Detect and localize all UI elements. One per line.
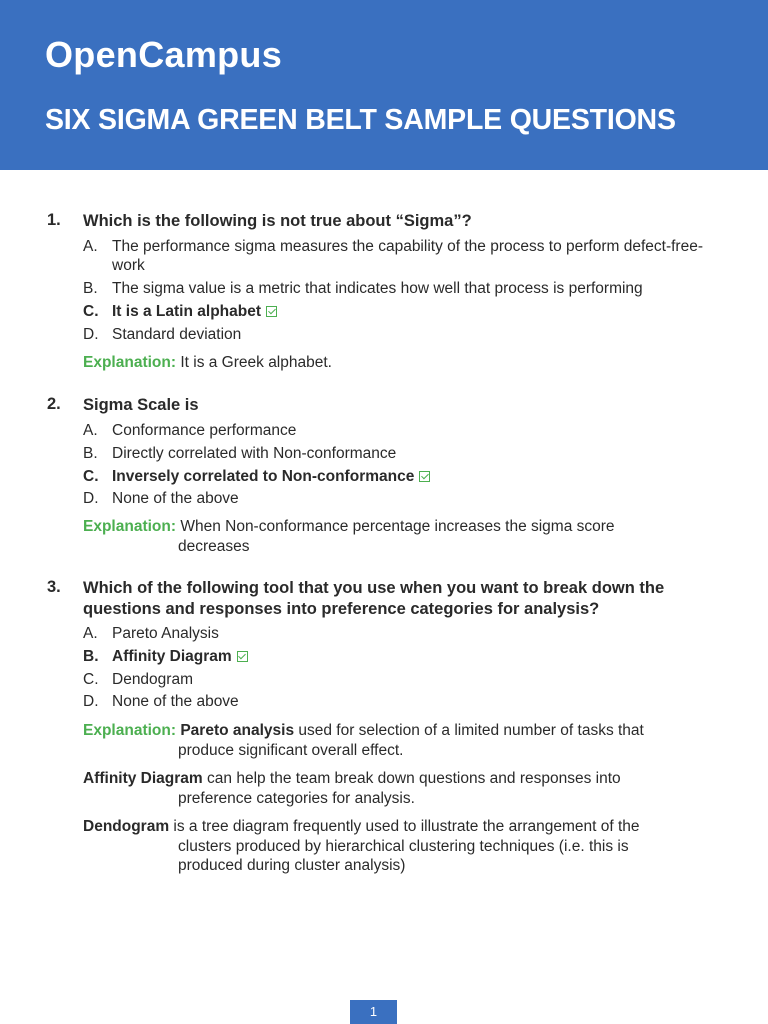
explanation-text: is a tree diagram frequently used to illustrate the arrangement of the xyxy=(169,818,640,835)
option-text: Directly correlated with Non-conformance xyxy=(112,445,397,462)
option-letter: C. xyxy=(83,671,99,688)
option-text: Inversely correlated to Non-conformance xyxy=(112,468,415,485)
option-text-wrap xyxy=(112,302,727,321)
option-text-wrap xyxy=(112,647,727,666)
explanation-label: Explanation: xyxy=(83,722,177,739)
brand-logo-text: OpenCampus xyxy=(45,34,283,75)
explanation-text-cont: preference categories for analysis. xyxy=(178,789,415,807)
question-number: 2. xyxy=(47,395,61,413)
question-text: Which of the following tool that you use when you want to break down the questions and responses into preference categories for analysis? xyxy=(83,579,665,618)
explanation-term: Dendogram xyxy=(83,818,170,835)
explanation-text-cont: decreases xyxy=(178,537,250,555)
option-text: Pareto Analysis xyxy=(112,625,219,642)
checkbox-checked-icon xyxy=(237,651,248,662)
option-text-wrap xyxy=(112,467,727,486)
option-text: The sigma value is a metric that indicates how well that process is performing xyxy=(112,280,643,297)
option-letter: C. xyxy=(83,303,99,320)
explanation-label: Explanation: xyxy=(83,518,177,535)
option-letter: D. xyxy=(83,490,99,507)
explanation-text: When Non-conformance percentage increases the sigma score xyxy=(180,518,615,535)
explanation-term: Pareto analysis xyxy=(180,722,295,739)
option-text: None of the above xyxy=(112,490,239,507)
explanation-3-affinity xyxy=(83,769,703,808)
checkbox-checked-icon xyxy=(266,306,277,317)
option-letter: B. xyxy=(83,445,98,462)
option-text: Standard deviation xyxy=(112,326,242,343)
option-letter: D. xyxy=(83,693,99,710)
explanation-term: Affinity Diagram xyxy=(83,770,203,787)
option-text: None of the above xyxy=(112,693,239,710)
explanation-2 xyxy=(83,517,703,556)
explanation-text: It is a Greek alphabet. xyxy=(180,354,332,371)
option-letter: C. xyxy=(83,468,99,485)
explanation-text-cont: produce significant overall effect. xyxy=(178,741,404,759)
option-text: Dendogram xyxy=(112,671,193,688)
option-text: It is a Latin alphabet xyxy=(112,303,261,320)
option-text: The performance sigma measures the capability of the process to perform defect-free-work xyxy=(112,238,703,274)
explanation-text-cont: clusters produced by hierarchical clustering techniques (i.e. this is xyxy=(178,837,629,855)
page-title: SIX SIGMA GREEN BELT SAMPLE QUESTIONS xyxy=(45,104,676,136)
option-letter: A. xyxy=(83,625,98,642)
explanation-text: used for selection of a limited number of tasks that xyxy=(294,722,644,739)
option-letter: A. xyxy=(83,422,98,439)
option-text: Affinity Diagram xyxy=(112,648,232,665)
page-number: 1 xyxy=(350,1000,397,1024)
option-text: Conformance performance xyxy=(112,422,297,439)
question-text: Sigma Scale is xyxy=(83,396,199,414)
question-number: 3. xyxy=(47,578,61,596)
option-letter: B. xyxy=(83,648,99,665)
explanation-3-dendogram xyxy=(83,817,703,876)
explanation-3-pareto xyxy=(83,721,703,760)
explanation-label: Explanation: xyxy=(83,354,177,371)
option-letter: B. xyxy=(83,280,98,297)
checkbox-checked-icon xyxy=(419,471,430,482)
page-header xyxy=(0,0,768,170)
explanation-text-cont: produced during cluster analysis) xyxy=(178,857,406,874)
explanation-text: can help the team break down questions and responses into xyxy=(202,770,621,787)
option-letter: A. xyxy=(83,238,98,255)
explanation-1 xyxy=(83,353,703,373)
question-number: 1. xyxy=(47,211,61,229)
option-letter: D. xyxy=(83,326,99,343)
question-text: Which is the following is not true about “Sigma”? xyxy=(83,212,472,230)
